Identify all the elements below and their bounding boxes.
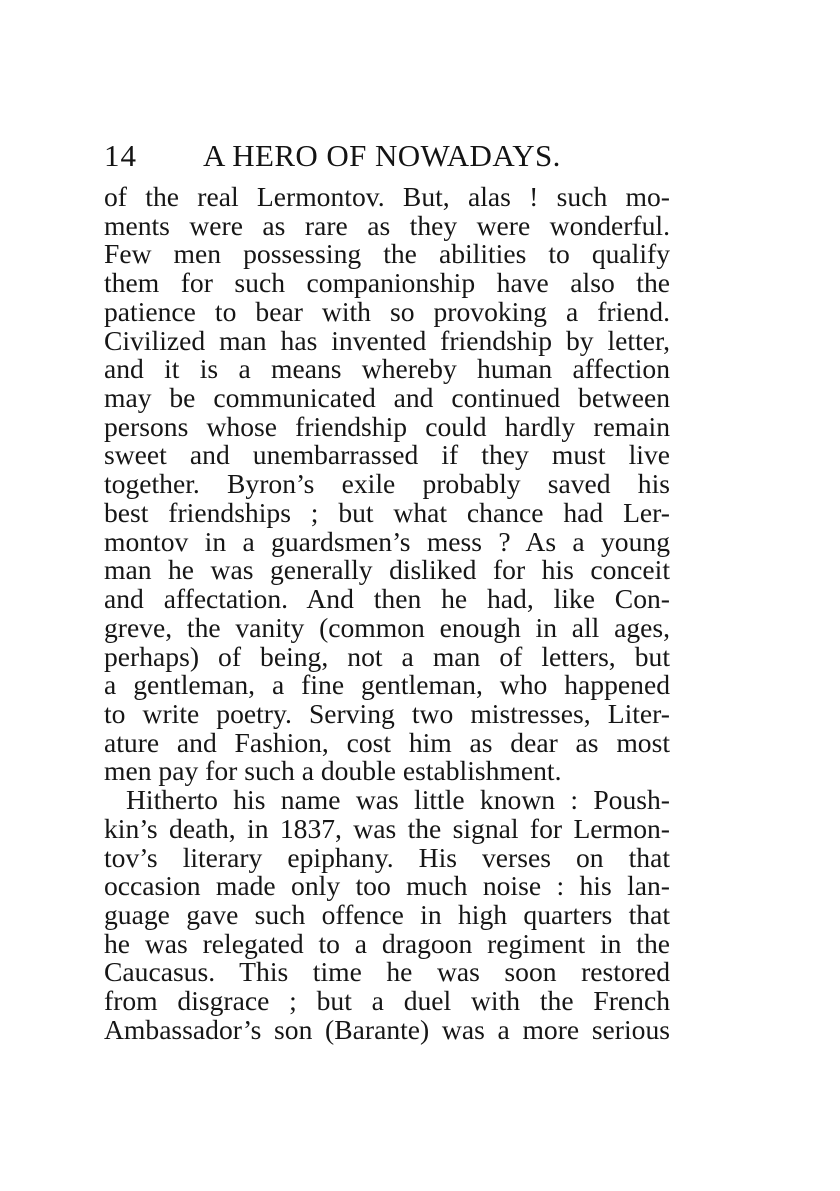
- text-line: perhaps) of being, not a man of letters, but: [104, 640, 670, 672]
- text-line: Ambassador’s son (Barante) was a more serious: [104, 1013, 670, 1045]
- text-line: kin’s death, in 1837, was the signal for Lermon-: [104, 812, 670, 844]
- text-line: man he was generally disliked for his conceit: [104, 554, 670, 586]
- text-line: may be communicated and continued between: [104, 382, 670, 414]
- text-line: a gentleman, a fine gentleman, who happened: [104, 669, 670, 701]
- text-line: together. Byron’s exile probably saved his: [104, 468, 670, 500]
- text-line: from disgrace ; but a duel with the French: [104, 985, 670, 1017]
- text-line: occasion made only too much noise : his lan-: [104, 870, 670, 902]
- paragraph-end-line: men pay for such a double establishment.: [104, 755, 562, 787]
- text-line: persons whose friendship could hardly remain: [104, 410, 670, 442]
- text-line: best friendships ; but what chance had Ler-: [104, 496, 670, 528]
- text-line: of the real Lermontov. But, alas ! such mo-: [104, 181, 670, 212]
- text-line: patience to bear with so provoking a friend.: [104, 295, 670, 327]
- text-line: and it is a means whereby human affection: [104, 353, 670, 385]
- text-line: to write poetry. Serving two mistresses, Liter-: [104, 697, 670, 729]
- text-line: greve, the vanity (common enough in all ages,: [104, 611, 670, 643]
- text-line: Civilized man has invented friendship by letter,: [104, 324, 670, 356]
- text-line: ments were as rare as they were wonderful.: [104, 209, 670, 241]
- text-line: ature and Fashion, cost him as dear as most: [104, 726, 670, 758]
- paragraph-start-line: Hitherto his name was little known : Poush-: [126, 784, 670, 816]
- text-line: Few men possessing the abilities to qualify: [104, 238, 670, 270]
- text-line: sweet and unembarrassed if they must live: [104, 439, 670, 471]
- text-line: he was relegated to a dragoon regiment in the: [104, 927, 670, 959]
- text-line: and affectation. And then he had, like Con-: [104, 583, 670, 615]
- text-line: montov in a guardsmen’s mess ? As a young: [104, 525, 670, 557]
- text-line: Caucasus. This time he was soon restored: [104, 956, 670, 988]
- text-line: them for such companionship have also the: [104, 267, 670, 299]
- page-number: 14: [104, 138, 137, 173]
- text-line: tov’s literary epiphany. His verses on that: [104, 841, 670, 873]
- body-text: [104, 183, 670, 1045]
- running-title: A HERO OF NOWADAYS.: [203, 138, 561, 173]
- text-line: guage gave such offence in high quarters that: [104, 898, 670, 930]
- page-header: [104, 134, 674, 178]
